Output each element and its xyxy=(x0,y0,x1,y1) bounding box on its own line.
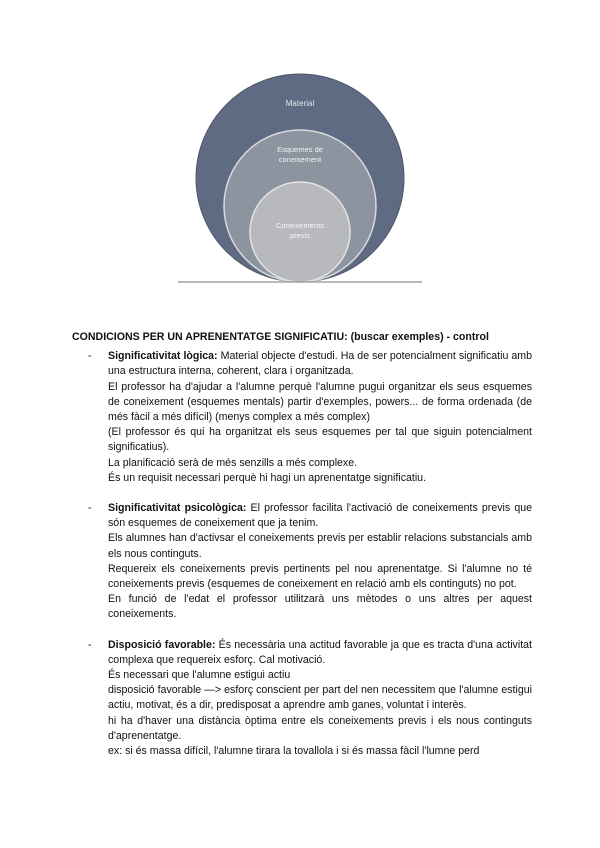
condition-item-disposicio xyxy=(72,638,532,760)
diagram-svg xyxy=(0,0,600,300)
paragraph xyxy=(108,638,532,668)
paragraph: hi ha d'haver una distància òptima entre els coneixements previs i els nous continguts d'aprenentatge. xyxy=(108,714,532,742)
paragraph: És un requisit necessari perquè hi hagi un aprenentatge significatiu. xyxy=(108,471,427,484)
paragraph-text: El professor facilita l'activació de coneixements previs que són esquemes de coneixement que ja tenim. xyxy=(108,502,533,530)
condition-item-logica xyxy=(72,349,532,486)
paragraph-text: Material objecte d'estudi. Ha de ser potencialment significatiu amb una estructura interna, coherent, clara i organitzada. xyxy=(108,350,532,378)
paragraph: En funció de l'edat el professor utilitzarà uns mètodes o uns altres per aquest coneixements. xyxy=(108,593,532,621)
condition-term: Significativitat psicològica: xyxy=(108,502,247,515)
paragraph: Els alumnes han d'activsar el coneixements previs per establir relacions substancials amb els nous continguts. xyxy=(108,532,532,560)
condition-term: Disposició favorable: xyxy=(108,638,216,651)
condition-item-psicologica xyxy=(72,501,532,623)
inner-circle-label-line1: Coneixements xyxy=(276,221,324,230)
middle-circle-label-line1: Esquemes de xyxy=(277,145,323,154)
nested-circles-diagram xyxy=(0,0,600,300)
inner-circle-label-line2: previs xyxy=(289,231,311,240)
paragraph: (El professor és qui ha organitzat els seus esquemes per tal que siguin potencialment significatius). xyxy=(108,426,532,454)
section-heading: CONDICIONS PER UN APRENENTATGE SIGNIFICATIU: (buscar exemples) - control xyxy=(72,331,489,343)
list-bullet: - xyxy=(88,638,92,651)
outer-circle-label: Material xyxy=(285,99,315,108)
condition-term: Significativitat lògica: xyxy=(108,350,218,363)
paragraph xyxy=(108,501,532,531)
paragraph: És necessari que l'alumne estigui actiu xyxy=(108,669,291,682)
paragraph: El professor ha d'ajudar a l'alumne perquè l'alumne pugui organitzar els seus esquemes de coneixement (esquemes mentals) partir d'exemples, powers... de forma ordenada (de més fàcil a més difícil) (menys complex a més complex) xyxy=(108,380,532,424)
paragraph: La planificació serà de més senzills a més complexe. xyxy=(108,456,358,469)
paragraph xyxy=(108,349,532,379)
paragraph: disposició favorable —> esforç conscient per part del nen necessitem que l'alumne estigui actiu, motivat, és a dir, predisposat a aprendre amb ganes, voluntat i interès. xyxy=(108,684,532,712)
middle-circle-label-line2: coneixement xyxy=(278,155,322,164)
list-bullet: - xyxy=(88,350,92,363)
paragraph: ex: si és massa difícil, l'alumne tirara la tovallola i si és massa fàcil l'lumne perd xyxy=(108,745,480,758)
paragraph: Requereix els coneixements previs pertinents pel nou aprenentatge. Si l'alumne no té coneixements previs (esquemes de coneixement en relació amb els continguts) no pot. xyxy=(108,562,532,591)
list-bullet: - xyxy=(88,502,92,515)
document-body xyxy=(72,330,532,774)
paragraph-text: És necessària una actitud favorable ja que es tracta d'una activitat complexa que requereix esforç. Cal motivació. xyxy=(108,638,532,666)
